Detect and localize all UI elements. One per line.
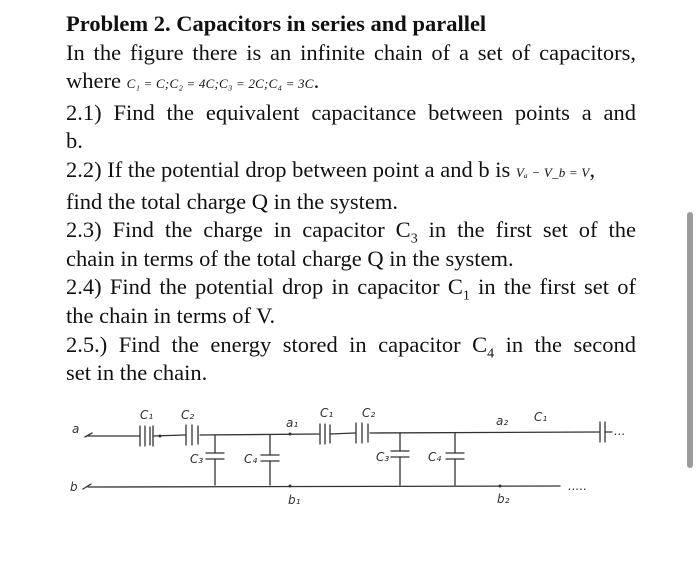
c3-label: C₃ [190, 452, 204, 466]
equation-period: . [313, 68, 320, 94]
c1-second-label: C₁ [320, 406, 334, 420]
top-ellipsis: ... [614, 424, 626, 438]
problem-text [66, 10, 636, 388]
question-2-4-line2: the chain in terms of V. [66, 302, 276, 328]
question-2-2-line1 [66, 156, 636, 188]
question-2-1-line2: b. [66, 128, 83, 154]
question-2-3-text: 2.3) Find the charge in capacitor C [66, 217, 411, 243]
c3-second-label: C₃ [376, 450, 390, 464]
intro-line: In the figure there is an infinite chain of a set of capacitors, [66, 39, 636, 65]
question-2-3-line1 [66, 216, 636, 245]
subscript-3: 3 [410, 231, 418, 247]
node-a1-label: a₁ [286, 416, 299, 430]
c2-second-label: C₂ [362, 406, 376, 420]
question-2-4-line1 [66, 273, 636, 302]
subscript-4: 4 [487, 346, 495, 362]
node-b-label: b [70, 480, 78, 494]
c2-label: C₂ [181, 408, 195, 422]
question-2-5-line2: set in the chain. [66, 360, 208, 386]
question-2-2-line2: find the total charge Q in the system. [66, 188, 399, 214]
c4-second-label: C₄ [428, 450, 442, 464]
question-2-2-comma: , [589, 156, 596, 182]
node-b2-label: b₂ [497, 492, 510, 506]
circuit-figure [0, 395, 700, 515]
bottom-ellipsis: ..... [568, 479, 588, 493]
problem-title: Problem 2. Capacitors in series and parallel [66, 11, 487, 36]
question-2-5-text-cont: in the second [494, 331, 636, 357]
where-word: where [66, 68, 121, 94]
capacitance-equation: C₁ = C;C₂ = 4C;C₃ = 2C;C₄ = 3C [126, 76, 314, 92]
question-2-4-text-cont: in the first set of [469, 274, 636, 300]
c1-label: C₁ [140, 408, 154, 422]
question-2-5-text: 2.5.) Find the energy stored in capacitor C [66, 331, 488, 357]
question-2-3-line2: chain in terms of the total charge Q in the system. [66, 245, 514, 271]
intro-where-line [66, 67, 636, 99]
question-2-2-text: 2.2) If the potential drop between point a and b is [66, 156, 511, 182]
potential-equation: Vₐ − V_b = V [515, 164, 590, 180]
question-2-4-text: 2.4) Find the potential drop in capacitor C [66, 274, 463, 300]
circuit-diagram [0, 395, 700, 515]
node-b1-label: b₁ [288, 493, 301, 507]
c1-third-label: C₁ [534, 410, 548, 424]
question-2-5-line1 [66, 331, 636, 360]
question-2-3-text-cont: in the first set of the [417, 217, 636, 243]
node-a-label: a [72, 422, 80, 436]
node-a2-label: a₂ [496, 414, 509, 428]
subscript-1: 1 [462, 288, 470, 304]
c4-label: C₄ [244, 452, 258, 466]
question-2-1-line1: 2.1) Find the equivalent capacitance between points a and [66, 99, 636, 125]
